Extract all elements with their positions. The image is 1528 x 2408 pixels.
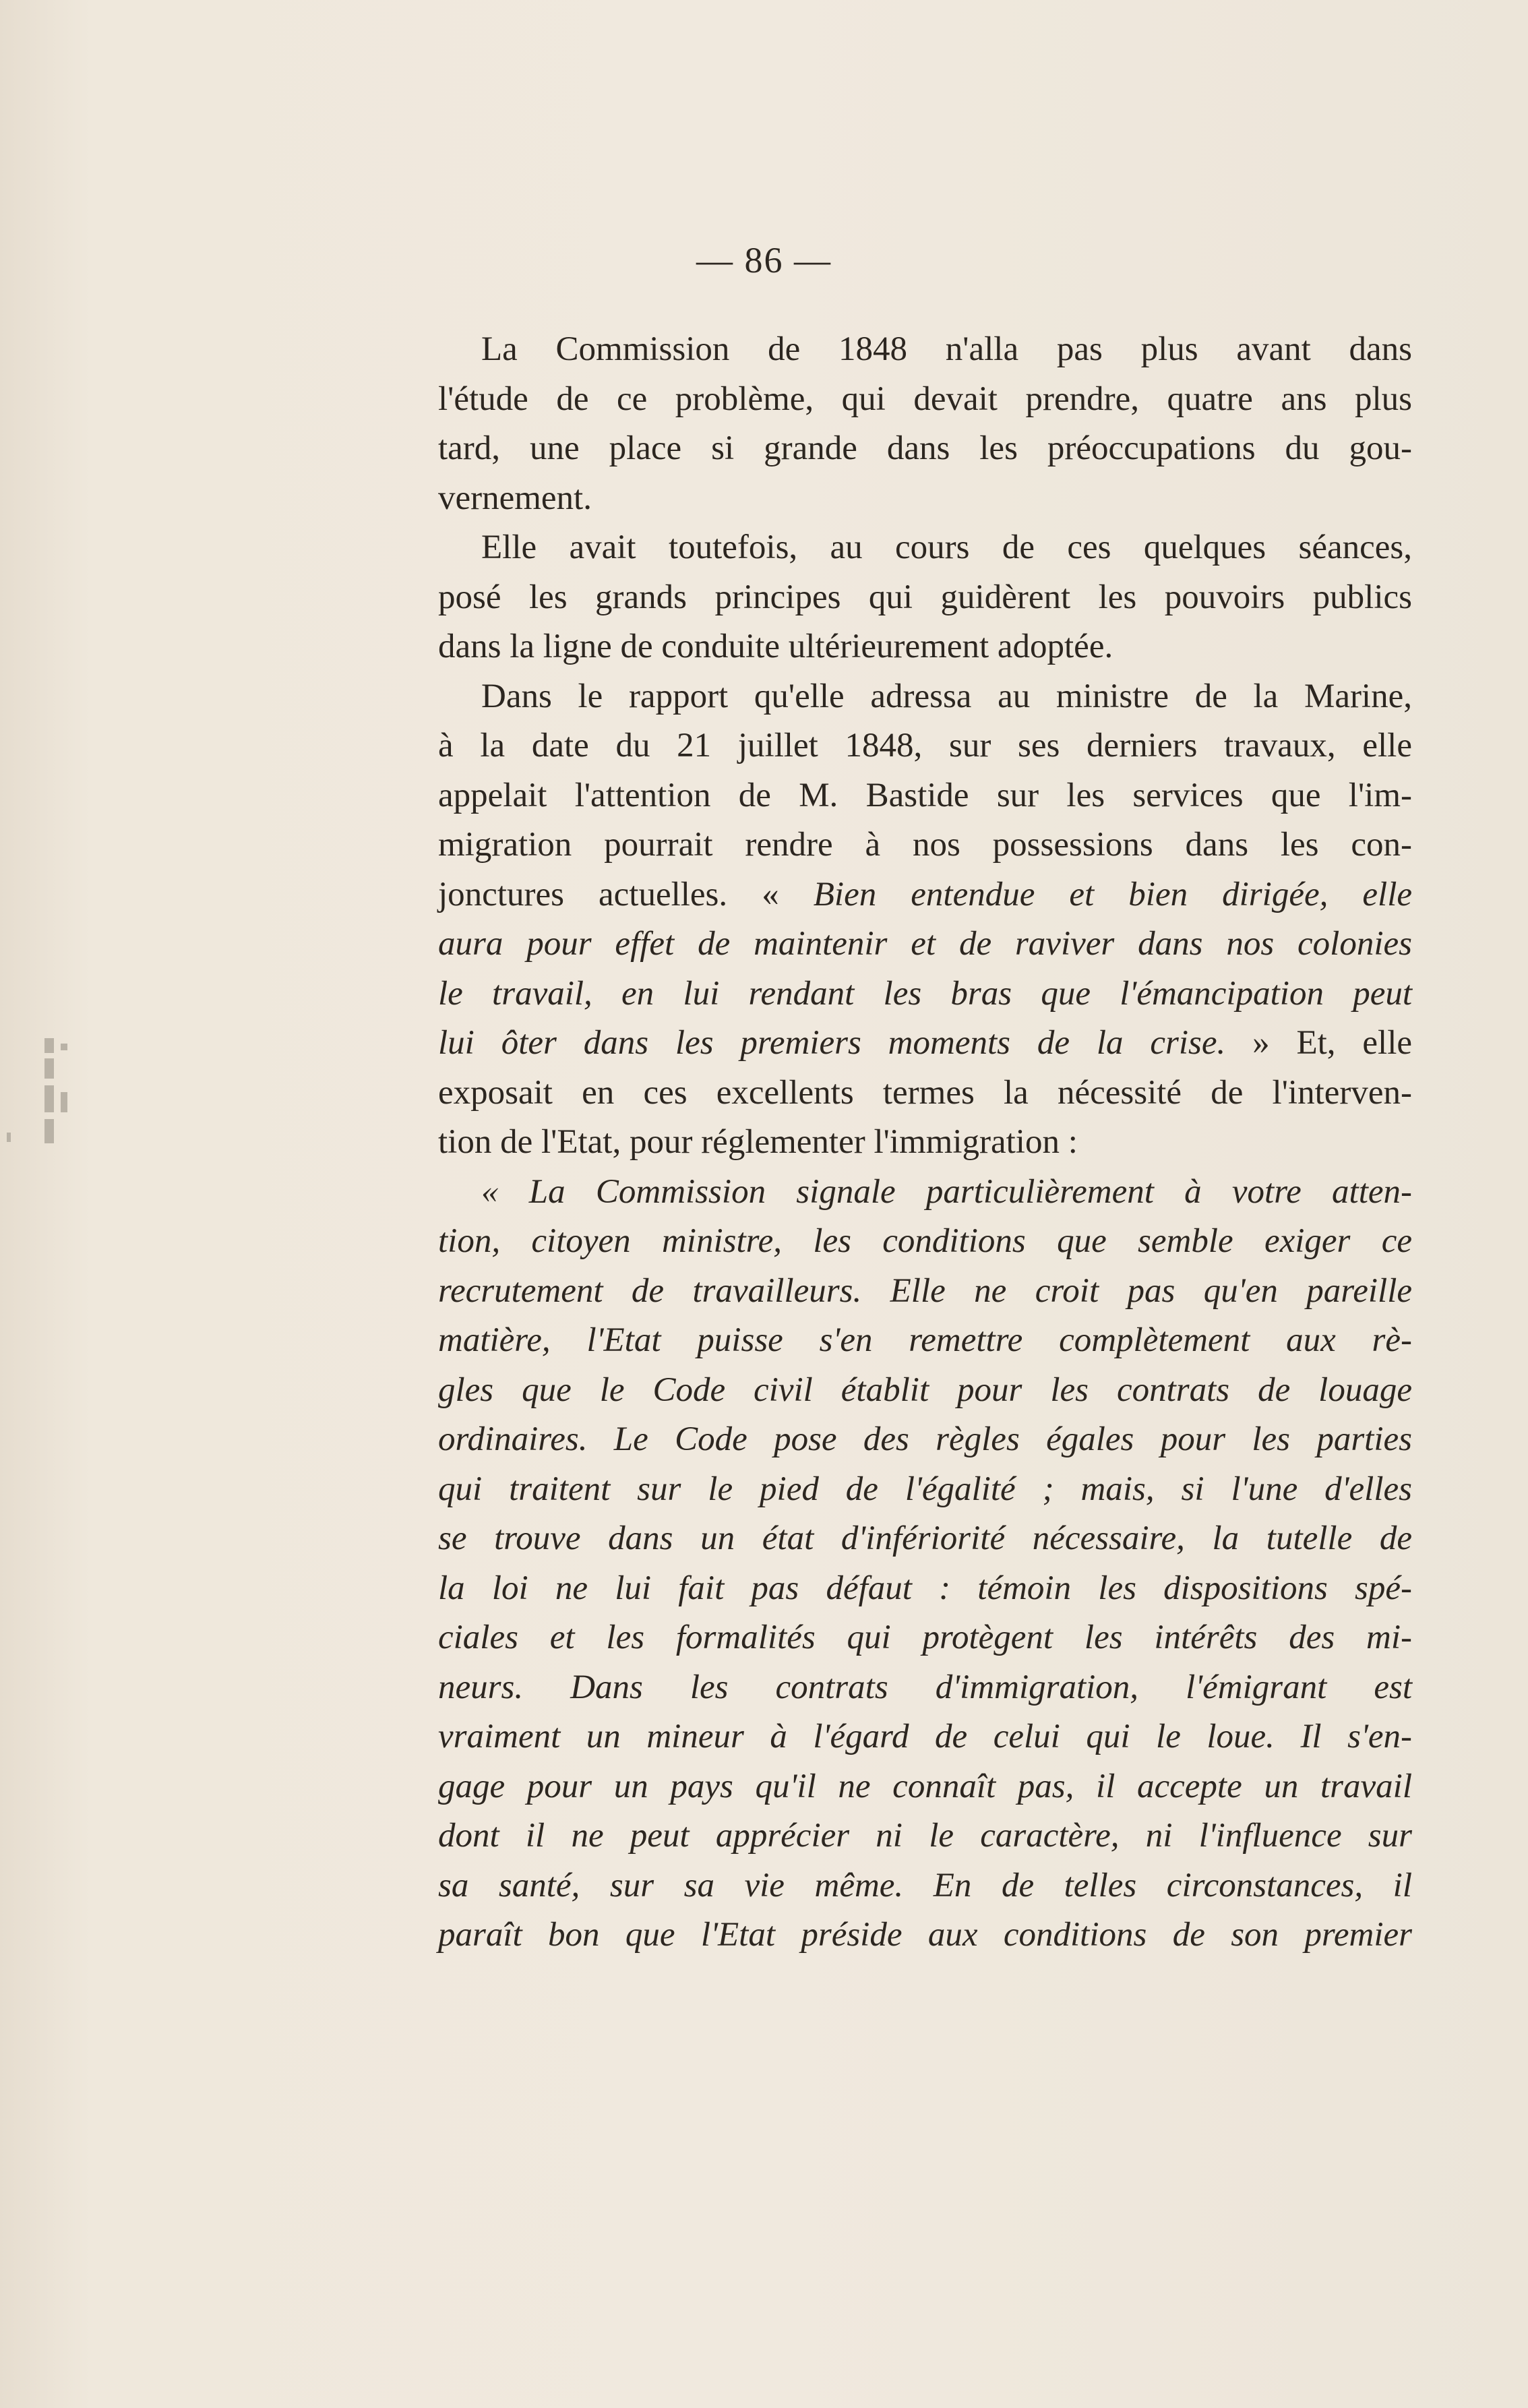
italic-quote: sa santé, sur sa vie même. En de telles circonstances, il xyxy=(438,1866,1412,1904)
text-line xyxy=(438,969,1412,1019)
italic-quote: lui ôter dans les premiers moments de la crise. xyxy=(438,1024,1226,1062)
body-text xyxy=(438,325,1412,1960)
text-line xyxy=(438,1811,1412,1861)
text-line xyxy=(438,1613,1412,1663)
text-line xyxy=(438,1712,1412,1762)
text-line xyxy=(438,1663,1412,1713)
italic-quote: ordinaires. Le Code pose des règles égales pour les parties xyxy=(438,1420,1412,1458)
text-line xyxy=(438,1217,1412,1267)
text-line xyxy=(438,1019,1412,1068)
text-line xyxy=(438,1465,1412,1515)
text-line xyxy=(438,1910,1412,1960)
text-line xyxy=(438,920,1412,969)
italic-quote: le travail, en lui rendant les bras que l'émancipation peut xyxy=(438,974,1412,1013)
text-line: appelait l'attention de M. Bastide sur les services que l'im- xyxy=(438,776,1412,814)
italic-quote: recrutement de travailleurs. Elle ne croit pas qu'en pareille xyxy=(438,1271,1412,1310)
text-fragment: jonctures actuelles. « xyxy=(438,875,814,913)
italic-quote: « La Commission signale particulièrement à votre atten- xyxy=(481,1172,1412,1211)
italic-quote: vraiment un mineur à l'égard de celui qui le loue. Il s'en- xyxy=(438,1718,1412,1755)
italic-quote: gage pour un pays qu'il ne connaît pas, il accepte un travail xyxy=(438,1767,1412,1805)
text-line: exposait en ces excellents termes la nécessité de l'interven- xyxy=(438,1073,1412,1112)
text-line xyxy=(438,1316,1412,1366)
text-line: La Commission de 1848 n'alla pas plus avant dans xyxy=(481,330,1412,368)
margin-stamp-marks xyxy=(4,1011,78,1186)
text-line xyxy=(438,1861,1412,1911)
text-line xyxy=(438,1366,1412,1416)
paragraph-1 xyxy=(438,325,1412,523)
text-line: Dans le rapport qu'elle adressa au ministre de la Marine, xyxy=(481,677,1412,715)
text-line: dans la ligne de conduite ultérieurement adoptée. xyxy=(438,628,1113,665)
paragraph-2 xyxy=(438,523,1412,672)
text-line xyxy=(438,1415,1412,1465)
paragraph-4-quote xyxy=(438,1168,1412,1960)
page-number: — 86 — xyxy=(696,240,832,280)
italic-quote: aura pour effet de maintenir et de raviver dans nos colonies xyxy=(438,925,1412,963)
italic-quote: tion, citoyen ministre, les conditions que semble exiger ce xyxy=(438,1222,1412,1260)
text-line xyxy=(438,1564,1412,1614)
text-line: vernement. xyxy=(438,479,592,517)
paragraph-3 xyxy=(438,672,1412,1168)
text-line xyxy=(438,870,1412,920)
text-line: Elle avait toutefois, au cours de ces quelques séances, xyxy=(481,529,1412,566)
text-line: posé les grands principes qui guidèrent les pouvoirs publics xyxy=(438,578,1412,616)
text-fragment: » Et, elle xyxy=(1225,1024,1412,1062)
italic-quote: ciales et les formalités qui protègent les intérêts des mi- xyxy=(438,1619,1412,1656)
text-line: tard, une place si grande dans les préoccupations du gou- xyxy=(438,429,1412,467)
italic-quote: dont il ne peut apprécier ni le caractère, ni l'influence sur xyxy=(438,1817,1412,1855)
italic-quote: matière, l'Etat puisse s'en remettre complètement aux rè- xyxy=(438,1321,1412,1359)
text-line xyxy=(438,1514,1412,1564)
italic-quote: neurs. Dans les contrats d'immigration, l'émigrant est xyxy=(438,1668,1412,1706)
text-line: à la date du 21 juillet 1848, sur ses derniers travaux, elle xyxy=(438,727,1412,764)
italic-quote: la loi ne lui fait pas défaut : témoin les dispositions spé- xyxy=(438,1569,1412,1607)
text-line xyxy=(438,1168,1412,1217)
text-line: tion de l'Etat, pour réglementer l'immigration : xyxy=(438,1123,1078,1161)
italic-quote: paraît bon que l'Etat préside aux conditions de son premier xyxy=(438,1916,1412,1954)
text-line xyxy=(438,1267,1412,1317)
italic-quote: se trouve dans un état d'infériorité nécessaire, la tutelle de xyxy=(438,1519,1412,1557)
italic-quote: Bien entendue et bien dirigée, elle xyxy=(813,875,1413,913)
text-line: l'étude de ce problème, qui devait prendre, quatre ans plus xyxy=(438,380,1412,418)
text-line xyxy=(438,1762,1412,1812)
text-line: migration pourrait rendre à nos possessions dans les con- xyxy=(438,826,1412,864)
italic-quote: qui traitent sur le pied de l'égalité ; mais, si l'une d'elles xyxy=(438,1470,1412,1508)
italic-quote: gles que le Code civil établit pour les contrats de louage xyxy=(438,1371,1412,1409)
